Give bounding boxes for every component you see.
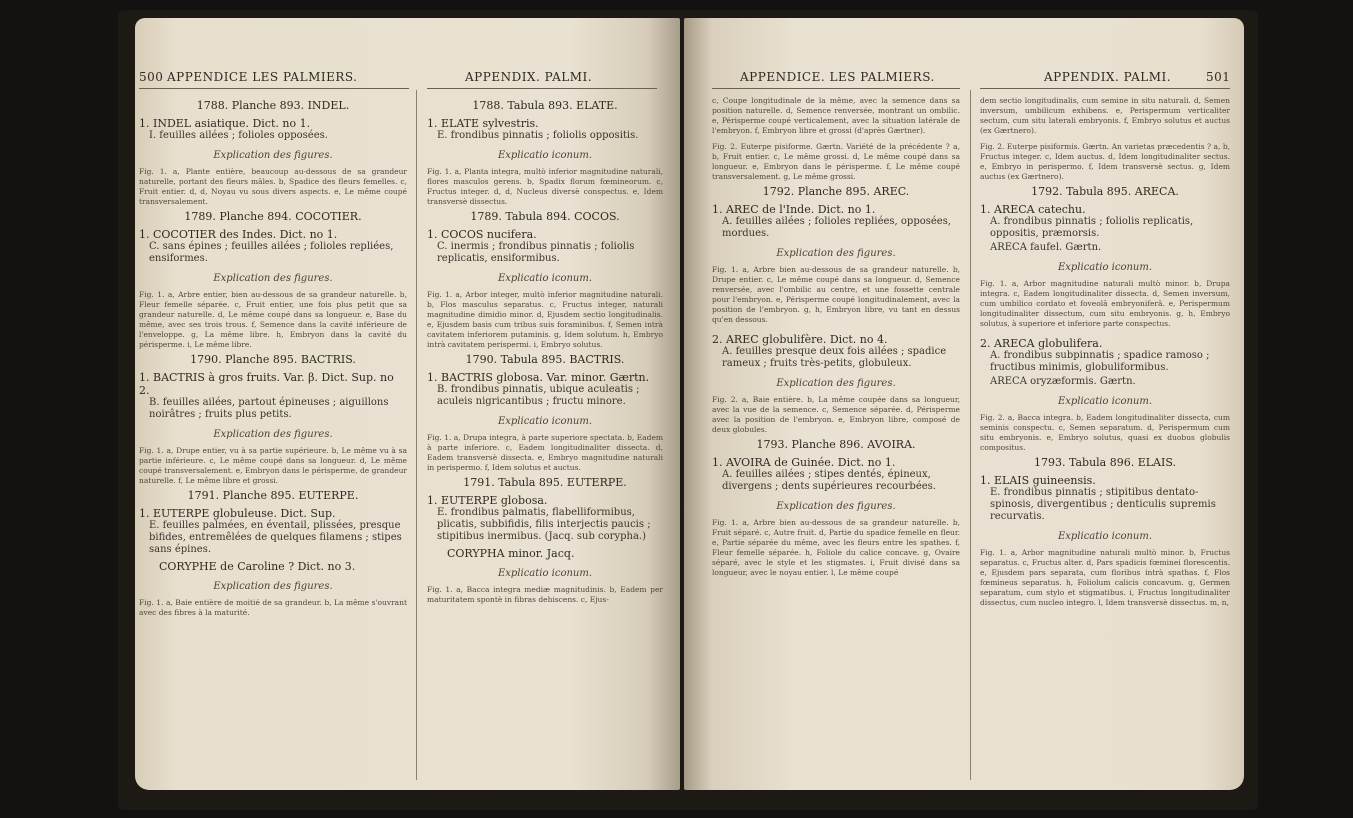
figure-explanation: Fig. 2. a, Bacca integra. b, Eadem longitudinaliter dissecta, cum seminis conspectu. c, Semen separatum. d, Perispermum cum situ embryonis. e, Embryo solutus, quasi ex duobus globulis compositus.: [980, 413, 1230, 452]
right-page: [684, 18, 1244, 790]
explanation-heading: Explication des figures.: [776, 501, 896, 512]
entry-title: 1790. Tabula 895. BACTRIS.: [465, 353, 625, 366]
column-divider: [970, 90, 971, 780]
entry-title: 1792. Tabula 895. ARECA.: [1031, 185, 1179, 198]
running-head-latin: APPENDIX. PALMI.: [1044, 70, 1172, 84]
entry-cocotier: [139, 211, 407, 350]
species-heading: 1. BACTRIS globosa. Var. minor. Gærtn.: [427, 371, 650, 384]
species-heading: 1. AVOIRA de Guinée. Dict. no 1.: [712, 456, 896, 469]
figure-explanation: Fig. 1. a, Arbor magnitudine naturali multò minor. b, Drupa integra. c, Eadem longitudinaliter dissecta. d, Semen inversum, cum umbilico cordato et foveolâ embryoniferâ. e, Perispermum longitudinaliter dissectum, cum situ embryonis. g, h, Embryo solutus, à superiore et inferiore parte conspectus.: [980, 279, 1230, 328]
synonym: CORYPHE de Caroline ? Dict. no 3.: [159, 560, 356, 573]
entry-areca: [980, 186, 1230, 329]
entry-cocos: [427, 211, 663, 350]
explanation-heading: Explication des figures.: [213, 273, 333, 284]
figure-explanation: Fig. 2. Euterpe pisiforme. Gærtn. Variété de la précédente ? a, b, Fruit entier. c, Le même grossi. d, Le même coupé dans sa longueur. e, Embryon dans le périsperme. f, Le même coupé transversalement. g, Le même grossi.: [712, 142, 960, 181]
header-rule: [712, 88, 960, 89]
left-page: [135, 18, 680, 790]
entry-title: 1789. Tabula 894. COCOS.: [470, 210, 620, 223]
species-description: A. feuilles ailées ; stipes dentés, épineux, divergens ; dents supérieures recourbées.: [722, 469, 936, 492]
explanation-heading: Explicatio iconum.: [497, 273, 593, 284]
species-heading: 1. AREC de l'Inde. Dict. no 1.: [712, 203, 876, 216]
entry-title: 1790. Planche 895. BACTRIS.: [190, 353, 356, 366]
column-divider: [416, 90, 417, 780]
species-description: A. frondibus pinnatis ; foliolis replicatis, oppositis, præmorsis.: [990, 216, 1194, 239]
entry-title: 1791. Planche 895. EUTERPE.: [187, 489, 359, 502]
explanation-heading: Explicatio iconum.: [1057, 531, 1153, 542]
species-heading: 1. BACTRIS à gros fruits. Var. β. Dict. Sup. no 2.: [139, 371, 394, 397]
entry-title: 1793. Planche 896. AVOIRA.: [756, 438, 916, 451]
french-column: [139, 96, 407, 618]
explanation-heading: Explicatio iconum.: [1057, 396, 1153, 407]
entry-bactris: [139, 354, 407, 486]
entry-title: 1793. Tabula 896. ELAIS.: [1034, 456, 1176, 469]
species-description: E. frondibus palmatis, flabelliformibus, plicatis, subbifidis, filis interjectis paucis ; stipitibus inermibus. (Jacq. sub corypha.): [437, 507, 651, 542]
species-heading: 2. ARECA globulifera.: [980, 337, 1103, 350]
species-description: C. sans épines ; feuilles ailées ; folioles repliées, ensiformes.: [149, 241, 394, 264]
entry-title: 1788. Tabula 893. ELATE.: [472, 99, 618, 112]
page-number: 501: [1206, 70, 1231, 84]
running-head-latin: APPENDIX. PALMI.: [465, 70, 593, 84]
explanation-heading: Explication des figures.: [213, 150, 333, 161]
species-description: E. frondibus pinnatis ; stipitibus dentato-spinosis, divergentibus ; denticulis supremis recurvatis.: [990, 487, 1216, 522]
latin-column: [980, 96, 1230, 608]
species-description: I. feuilles ailées ; folioles opposées.: [149, 130, 328, 141]
entry-euterpe-latin-continued: [980, 96, 1230, 182]
entry-title: 1791. Tabula 895. EUTERPE.: [463, 476, 627, 489]
latin-column: [427, 96, 663, 605]
figure-explanation: Fig. 1. a, Baie entière de moitié de sa grandeur. b, La même s'ouvrant avec des fibres à la maturité.: [139, 598, 407, 617]
explanation-heading: Explication des figures.: [213, 581, 333, 592]
explanation-heading: Explication des figures.: [213, 429, 333, 440]
french-column: [712, 96, 960, 578]
entry-euterpe: [139, 490, 407, 618]
figure-explanation: Fig. 1. a, Arbor integer, multò inferior magnitudine naturali. b, Flos masculus separatus. c, Fructus integer, naturali magnitudine dimidio minor. d, Ejusdem sectio longitudinalis. e, Ejusdem basis cum tribus suis foraminibus. f, Semen intrà cavitatem inferiorem putaminis. g, Idem solutum. h, Embryo intrà cavitatem perispermi. i, Embryo solutus.: [427, 290, 663, 349]
entry-avoira: [712, 439, 960, 578]
entry-title: 1789. Planche 894. COCOTIER.: [184, 210, 362, 223]
explanation-heading: Explicatio iconum.: [1057, 262, 1153, 273]
synonym: CORYPHA minor. Jacq.: [447, 547, 575, 560]
entry-title: 1792. Planche 895. AREC.: [762, 185, 910, 198]
entry-bactris-latin: [427, 354, 663, 473]
left-page-header: [135, 70, 680, 88]
right-page-header: [684, 70, 1244, 88]
entry-indel: [139, 100, 407, 207]
species-description: E. feuilles palmées, en éventail, plissées, presque bifides, entremêlées de quelques filamens ; stipes sans épines.: [149, 520, 402, 555]
species-heading: 1. COCOS nucifera.: [427, 228, 537, 241]
species-heading: 1. ARECA catechu.: [980, 203, 1086, 216]
entry-areca-globulifera: [980, 337, 1230, 453]
explanation-heading: Explication des figures.: [776, 248, 896, 259]
species-heading: 1. ELATE sylvestris.: [427, 117, 539, 130]
species-description: B. feuilles ailées, partout épineuses ; aiguillons noirâtres ; fruits plus petits.: [149, 397, 389, 420]
figure-explanation: Fig. 1. a, Arbre bien au-dessous de sa grandeur naturelle. b, Fruit séparé. c, Autre fruit. d, Partie du spadice femelle en fleur. e, Partie séparée du même, avec les fleurs entre les spathes. f, Fleur femelle séparée. h, Foliole du calice concave. g, Ovaire séparé, avec le style et les stigmates. i, Fruit divisé dans sa longueur, avec le noyau entier. l, Le même coupé: [712, 518, 960, 577]
species-heading: 2. AREC globulifère. Dict. no 4.: [712, 333, 888, 346]
figure-explanation: Fig. 2. Euterpe pisiformis. Gærtn. An varietas præcedentis ? a, b, Fructus integer. c, Idem auctus. d, Idem longitudinaliter sectus. e, Embryo in perispermo. f, Idem transversè sectus. g, Idem auctus (ex Gærtnero).: [980, 142, 1230, 181]
entry-arec: [712, 186, 960, 325]
synonym: ARECA oryzæformis. Gærtn.: [990, 376, 1136, 387]
header-rule: [139, 88, 409, 89]
species-description: B. frondibus pinnatis, ubique aculeatis ; aculeis nigricantibus ; fructu minore.: [437, 384, 640, 407]
species-description: C. inermis ; frondibus pinnatis ; foliolis replicatis, ensiformibus.: [437, 241, 635, 264]
species-description: A. feuilles ailées ; folioles repliées, opposées, mordues.: [722, 216, 952, 239]
entry-elate: [427, 100, 663, 207]
entry-euterpe-continued: [712, 96, 960, 182]
species-description: A. frondibus subpinnatis ; spadice ramoso ; fructibus minimis, globuliformibus.: [990, 350, 1210, 373]
figure-explanation: Fig. 1. a, Drupe entier, vu à sa partie supérieure. b, Le même vu à sa partie inférieure. c, Le même coupé dans sa longueur. d, Le même coupé transversalement. e, Embryon dans le périsperme, de grandeur naturelle. f, Le même libre et grossi.: [139, 446, 407, 485]
figure-explanation: dem sectio longitudinalis, cum semine in situ naturali. d, Semen inversum, umbilicum exhibens. e, Perispermum verticaliter sectum, cum situ laterali embryonis. f, Embryo solutus et auctus (ex Gærtnero).: [980, 96, 1230, 135]
running-head-french: APPENDICE. LES PALMIERS.: [740, 70, 935, 84]
entry-title: 1788. Planche 893. INDEL.: [196, 99, 350, 112]
explanation-heading: Explication des figures.: [776, 378, 896, 389]
entry-elais: [980, 457, 1230, 608]
figure-explanation: Fig. 1. a, Bacca integra mediæ magnitudinis. b, Eadem per maturitatem spontè in fibras dehiscens. c, Ejus-: [427, 585, 663, 604]
species-description: E. frondibus pinnatis ; foliolis oppositis.: [437, 130, 639, 141]
figure-explanation: Fig. 1. a, Plante entière, beaucoup au-dessous de sa grandeur naturelle, portant des fleurs mâles. b, Spadice des fleurs femelles. c, Fruit entier. d, d, Noyau vu sous divers aspects. e, Le même coupé transversalement.: [139, 167, 407, 206]
figure-explanation: Fig. 1. a, Arbor magnitudine naturali multò minor. b, Fructus separatus. c, Fructus alter. d, Pars spadicis fœminei florescentis. e, Ejusdem pars separata, cum floribus intrà spathas. f, Flos fœmineus separatus. h, Foliolum calicis concavum. g, Germen separatum, cum stylo et stigmatibus. i, Fructus longitudinaliter dissectus, cum nucleo integro. l, Idem transversè dissectus. m, n,: [980, 548, 1230, 607]
explanation-heading: Explicatio iconum.: [497, 568, 593, 579]
species-heading: 1. ELAIS guineensis.: [980, 474, 1096, 487]
page-number: 500: [139, 70, 164, 84]
running-head-french: APPENDICE LES PALMIERS.: [167, 70, 358, 84]
entry-euterpe-latin: [427, 477, 663, 605]
species-heading: 1. EUTERPE globuleuse. Dict. Sup.: [139, 507, 336, 520]
species-heading: 1. COCOTIER des Indes. Dict. no 1.: [139, 228, 338, 241]
explanation-heading: Explicatio iconum.: [497, 150, 593, 161]
figure-explanation: Fig. 1. a, Planta integra, multò inferior magnitudine naturali, flores masculos gerens. b, Spadix florum fœmineorum. c, Fructus integer. d, d, Nucleus diversè conspectus. e, Idem transversè dissectus.: [427, 167, 663, 206]
species-heading: 1. EUTERPE globosa.: [427, 494, 548, 507]
header-rule: [980, 88, 1230, 89]
figure-explanation: Fig. 1. a, Arbre entier, bien au-dessous de sa grandeur naturelle. b, Fleur femelle séparée. c, Fruit entier, une fois plus petit que sa grandeur naturelle. d, Le même coupé dans sa longueur. e, Base du même, avec ses trois trous. f, Semence dans la cavité inférieure de l'enveloppe. g, La même libre. h, Embryon dans la cavité du périsperme. i, Le même libre.: [139, 290, 407, 349]
explanation-heading: Explicatio iconum.: [497, 416, 593, 427]
header-rule: [427, 88, 657, 89]
figure-explanation: Fig. 1. a, Arbre bien au-dessous de sa grandeur naturelle. b, Drupe entier. c, Le même coupé dans sa longueur. d, Semence renversée, avec l'ombilic au centre, et une fossette centrale pour l'embryon. e, Périsperme coupé longitudinalement, avec la position de l'embryon. g, h, Embryon libre, vu tant en dessus qu'en dessous.: [712, 265, 960, 324]
entry-arec-globulifere: [712, 333, 960, 435]
synonym: ARECA faufel. Gærtn.: [990, 242, 1102, 253]
species-heading: 1. INDEL asiatique. Dict. no 1.: [139, 117, 311, 130]
figure-explanation: c, Coupe longitudinale de la même, avec la semence dans sa position naturelle. d, Semence renversée, montrant un ombilic. e, Périsperme coupé verticalement, avec la situation latérale de l'embryon. f, Embryon libre et grossi (d'après Gærtner).: [712, 96, 960, 135]
figure-explanation: Fig. 2. a, Baie entière. b, La même coupée dans sa longueur, avec la vue de la semence. c, Semence séparée. d, Périsperme avec la position de l'embryon. e, Embryon libre, composé de deux globules.: [712, 395, 960, 434]
figure-explanation: Fig. 1. a, Drupa integra, à parte superiore spectata. b, Eadem à parte inferiore. c, Eadem longitudinaliter dissecta. d, Eadem transversè dissecta. e, Embryo magnitudine naturali in perispermo. f, Idem solutus et auctus.: [427, 433, 663, 472]
species-description: A. feuilles presque deux fois ailées ; spadice rameux ; fruits très-petits, globuleux.: [722, 346, 947, 369]
